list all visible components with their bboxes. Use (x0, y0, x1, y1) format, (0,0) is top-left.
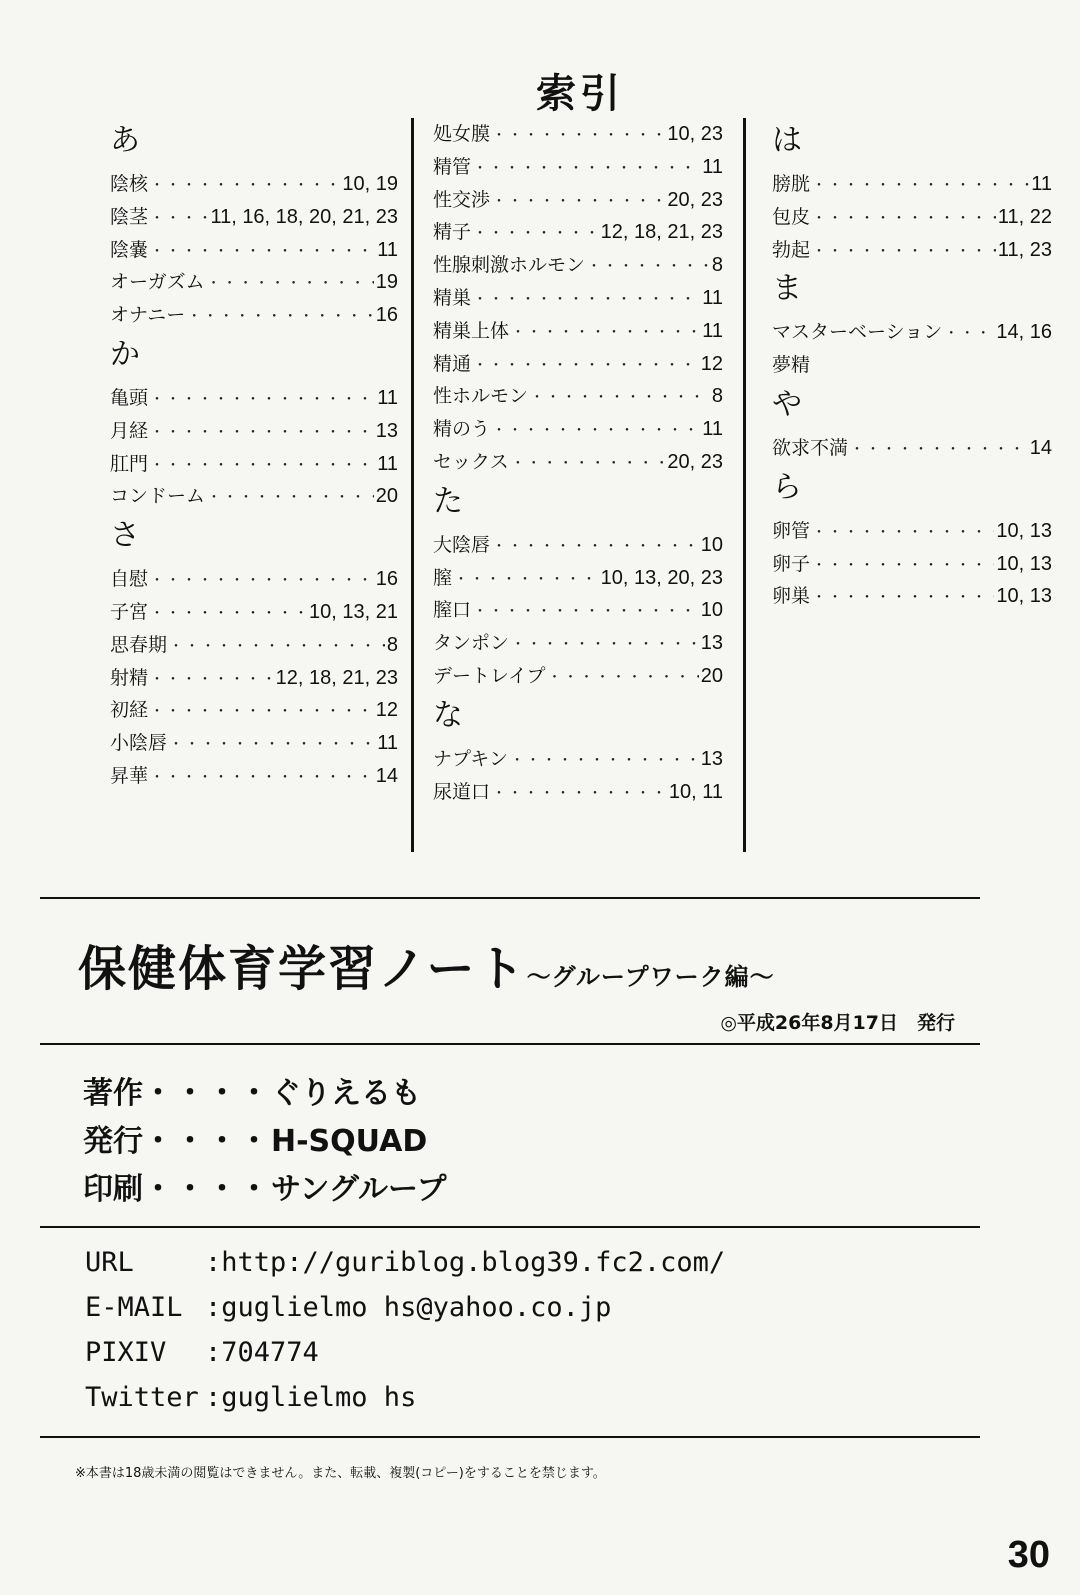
contact-twitter (85, 1382, 416, 1413)
index-term: 精巣 (433, 286, 472, 309)
index-term: 陰嚢 (110, 238, 149, 261)
index-pages: 19 (375, 271, 398, 294)
index-pages: 13 (700, 747, 723, 770)
divider-lower (40, 1226, 980, 1228)
index-pages: 16 (375, 304, 398, 327)
index-term: 性ホルモン (433, 385, 529, 408)
index-column-2 (433, 118, 723, 808)
index-pages: 12, 18, 21, 23 (275, 666, 398, 689)
book-title-main: 保健体育学習ノート (78, 941, 527, 997)
index-term: 亀頭 (110, 386, 149, 409)
index-term: 精管 (433, 155, 472, 178)
index-column-1 (110, 118, 398, 793)
leader-dots (473, 350, 699, 383)
index-term: タンポン (433, 632, 510, 655)
index-pages: 12, 18, 21, 23 (600, 221, 723, 244)
credit-printer (83, 1164, 447, 1208)
index-term: 精子 (433, 221, 472, 244)
index-entry (433, 594, 723, 627)
index-entry (772, 234, 1052, 267)
leader-dots (530, 382, 710, 415)
leader-dots (187, 301, 374, 334)
index-entry (433, 118, 723, 151)
leader-dots (944, 318, 994, 351)
index-entry (433, 743, 723, 776)
leader-dots (473, 218, 599, 251)
leader-dots (492, 415, 700, 448)
index-entry (433, 184, 723, 217)
index-entry (110, 299, 398, 332)
index-term: 射精 (110, 666, 149, 689)
index-term: 昇華 (110, 764, 149, 787)
index-entry (433, 562, 723, 595)
publication-date: ◎平成26年8月17日 発行 (720, 1012, 955, 1034)
index-pages: 13 (375, 419, 398, 442)
leader-dots (587, 251, 710, 284)
index-entry (433, 627, 723, 660)
index-entry (110, 201, 398, 234)
leader-dots (169, 729, 375, 762)
column-divider-1 (411, 118, 414, 852)
index-pages: 11 (702, 286, 723, 309)
leader-dots (850, 434, 1028, 467)
divider-top (40, 897, 980, 899)
index-entry (772, 349, 1052, 382)
index-entry (110, 266, 398, 299)
index-pages: 11 (377, 452, 398, 475)
index-pages: 11 (377, 732, 398, 755)
divider-middle (40, 1043, 980, 1045)
credit-label: 印刷 (83, 1172, 143, 1207)
index-pages: 20 (375, 485, 398, 508)
leader-dots (150, 203, 208, 236)
leader-dots (150, 384, 375, 417)
index-term: マスターベーション (772, 321, 943, 344)
leader-dots (150, 598, 307, 631)
index-entry (772, 316, 1052, 349)
leader-dots (473, 596, 699, 629)
index-term: 小陰唇 (110, 732, 168, 755)
index-term: オーガズム (110, 271, 205, 294)
index-entry (110, 760, 398, 793)
index-entry (110, 480, 398, 513)
index-entry (433, 151, 723, 184)
credit-value: サングループ (271, 1172, 447, 1207)
index-entry (433, 216, 723, 249)
index-pages: 10, 19 (342, 173, 398, 195)
leader-dots (511, 317, 700, 350)
leader-dots (150, 170, 340, 203)
contact-value: :http://guriblog.blog39.fc2.com/ (205, 1247, 726, 1278)
index-term: ナプキン (433, 747, 509, 770)
leader-dots (454, 564, 599, 597)
index-pages: 20 (700, 664, 723, 687)
index-entry (772, 201, 1052, 234)
index-term: デートレイプ (433, 664, 546, 687)
divider-bottom (40, 1436, 980, 1438)
index-pages: 11, 16, 18, 20, 21, 23 (210, 205, 398, 228)
index-term: 膣 (433, 566, 453, 589)
contact-pixiv (85, 1337, 319, 1368)
index-term: 卵管 (772, 519, 811, 542)
leader-dots (812, 582, 994, 615)
book-subtitle: ～グループワーク編～ (526, 963, 775, 991)
index-entry (110, 382, 398, 415)
index-term: オナニー (110, 304, 186, 327)
index-kana-heading: や (772, 386, 802, 422)
index-entry (110, 168, 398, 201)
index-pages: 11, 22 (997, 205, 1052, 228)
index-term: 膣口 (433, 599, 472, 622)
index-entry (433, 315, 723, 348)
leader-dots (207, 482, 374, 515)
column-divider-2 (743, 118, 746, 852)
index-entry (772, 432, 1052, 465)
index-term: コンドーム (110, 485, 206, 508)
index-pages: 10, 13 (996, 552, 1052, 575)
leader-dots (812, 517, 994, 550)
leader-dots (547, 662, 698, 695)
contact-value: :704774 (205, 1337, 319, 1368)
index-pages: 12 (700, 352, 723, 375)
contact-label: Twitter (85, 1382, 199, 1413)
index-term: 性腺刺激ホルモン (433, 254, 586, 277)
index-kana-heading: さ (110, 518, 140, 554)
index-pages: 10, 13, 21 (309, 600, 398, 623)
index-entry (433, 348, 723, 381)
credit-label: 発行 (83, 1124, 143, 1159)
index-term: 自慰 (110, 568, 149, 591)
index-title: 索引 (536, 71, 624, 117)
contact-email (85, 1292, 611, 1323)
index-pages: 10 (700, 533, 723, 556)
index-entry (433, 529, 723, 562)
index-entry (772, 548, 1052, 581)
leader-dots (812, 550, 994, 583)
index-term: 月経 (110, 419, 149, 442)
index-entry (433, 249, 723, 282)
credit-separator: ・・・・ (143, 1172, 271, 1207)
index-entry (433, 413, 723, 446)
index-kana-heading: か (110, 336, 140, 372)
index-term: 勃起 (772, 238, 811, 261)
index-entry (110, 448, 398, 481)
index-entry (110, 629, 398, 662)
index-pages: 12 (375, 699, 398, 722)
leader-dots (150, 696, 374, 729)
leader-dots (473, 153, 700, 186)
credit-publisher (83, 1116, 427, 1160)
leader-dots (473, 284, 700, 317)
index-column-3 (772, 118, 1052, 613)
index-entry (772, 580, 1052, 613)
index-term: 精通 (433, 352, 472, 375)
index-pages: 11 (702, 418, 723, 441)
leader-dots (510, 745, 699, 778)
leader-dots (207, 268, 374, 301)
index-pages: 10, 13 (996, 585, 1052, 608)
leader-dots (150, 762, 374, 795)
index-pages: 11, 23 (997, 238, 1052, 261)
index-entry (433, 446, 723, 479)
leader-dots (169, 631, 385, 664)
leader-dots (150, 565, 374, 598)
index-kana-heading: た (433, 483, 463, 519)
index-pages: 11 (1031, 173, 1052, 195)
index-term: 処女膜 (433, 123, 491, 145)
index-term: 夢精 (772, 354, 811, 377)
contact-label: E-MAIL (85, 1292, 183, 1323)
leader-dots (492, 120, 665, 153)
credit-value: ぐりえるも (271, 1076, 421, 1111)
contact-value: :guglielmo hs@yahoo.co.jp (205, 1292, 612, 1323)
index-pages: 11 (377, 238, 398, 261)
index-entry (110, 415, 398, 448)
index-pages: 11 (702, 319, 723, 342)
index-pages: 13 (700, 632, 723, 655)
index-entry (110, 234, 398, 267)
page-number: 30 (1007, 1534, 1050, 1576)
index-term: 精巣上体 (433, 319, 510, 342)
index-pages: 20, 23 (667, 450, 723, 473)
contact-value: :guglielmo hs (205, 1382, 417, 1413)
leader-dots (150, 236, 375, 269)
leader-dots (150, 450, 375, 483)
index-term: 初経 (110, 699, 149, 722)
index-term: 大陰唇 (433, 533, 491, 556)
index-pages: 16 (375, 568, 398, 591)
index-pages: 11 (377, 386, 398, 409)
index-term: 卵巣 (772, 585, 811, 608)
index-entry (433, 282, 723, 315)
index-entry (110, 727, 398, 760)
leader-dots (492, 531, 699, 564)
book-title (78, 930, 775, 999)
index-pages: 10, 23 (667, 123, 723, 145)
index-kana-heading: は (772, 123, 802, 158)
index-kana-heading: な (433, 697, 463, 733)
index-entry (433, 776, 723, 809)
index-pages: 10 (700, 599, 723, 622)
leader-dots (812, 236, 996, 269)
index-term: 肛門 (110, 452, 149, 475)
index-entry (110, 694, 398, 727)
index-term: 卵子 (772, 552, 811, 575)
index-term: 尿道口 (433, 780, 491, 803)
index-kana-heading: あ (110, 123, 140, 158)
index-term: セックス (433, 450, 509, 473)
index-pages: 20, 23 (667, 188, 723, 211)
index-pages: 8 (711, 385, 723, 408)
index-entry (110, 662, 398, 695)
index-pages: 8 (711, 254, 723, 277)
contact-label: PIXIV (85, 1337, 167, 1368)
legal-notice: ※本書は18歳未満の閲覧はできません。また、転載、複製(コピー)をすることを禁じます。 (75, 1466, 606, 1481)
index-pages: 10, 13, 20, 23 (600, 566, 723, 589)
index-term: 欲求不満 (772, 436, 849, 459)
index-term: 子宮 (110, 600, 149, 623)
credit-separator: ・・・・ (143, 1124, 271, 1159)
leader-dots (511, 448, 666, 481)
index-pages: 14 (1029, 436, 1052, 459)
index-term: 性交渉 (433, 188, 491, 211)
index-pages: 10, 11 (668, 780, 723, 803)
index-term: 陰茎 (110, 205, 149, 228)
index-entry (433, 660, 723, 693)
credit-value: H-SQUAD (271, 1124, 428, 1159)
index-kana-heading: ら (772, 469, 802, 505)
index-term: 包皮 (772, 205, 811, 228)
index-term: 膀胱 (772, 173, 811, 195)
index-pages: 14, 16 (996, 321, 1052, 344)
contact-url (85, 1247, 725, 1278)
index-entry (433, 380, 723, 413)
index-entry (110, 563, 398, 596)
index-term: 思春期 (110, 633, 168, 656)
leader-dots (150, 417, 374, 450)
credit-author (83, 1068, 421, 1112)
index-pages: 11 (702, 155, 723, 178)
index-term: 精のう (433, 418, 491, 441)
index-pages: 8 (386, 633, 398, 656)
leader-dots (492, 778, 667, 811)
index-pages: 10, 13 (996, 519, 1052, 542)
leader-dots (492, 186, 665, 219)
index-entry (772, 515, 1052, 548)
credit-separator: ・・・・ (143, 1076, 271, 1111)
leader-dots (150, 664, 274, 697)
leader-dots (511, 629, 699, 662)
contact-label: URL (85, 1247, 134, 1278)
leader-dots (812, 203, 996, 236)
index-kana-heading: ま (772, 271, 802, 307)
index-term: 陰核 (110, 173, 149, 195)
credit-label: 著作 (83, 1076, 143, 1111)
index-entry (772, 168, 1052, 201)
leader-dots (812, 170, 1029, 203)
index-pages: 14 (375, 764, 398, 787)
index-entry (110, 596, 398, 629)
